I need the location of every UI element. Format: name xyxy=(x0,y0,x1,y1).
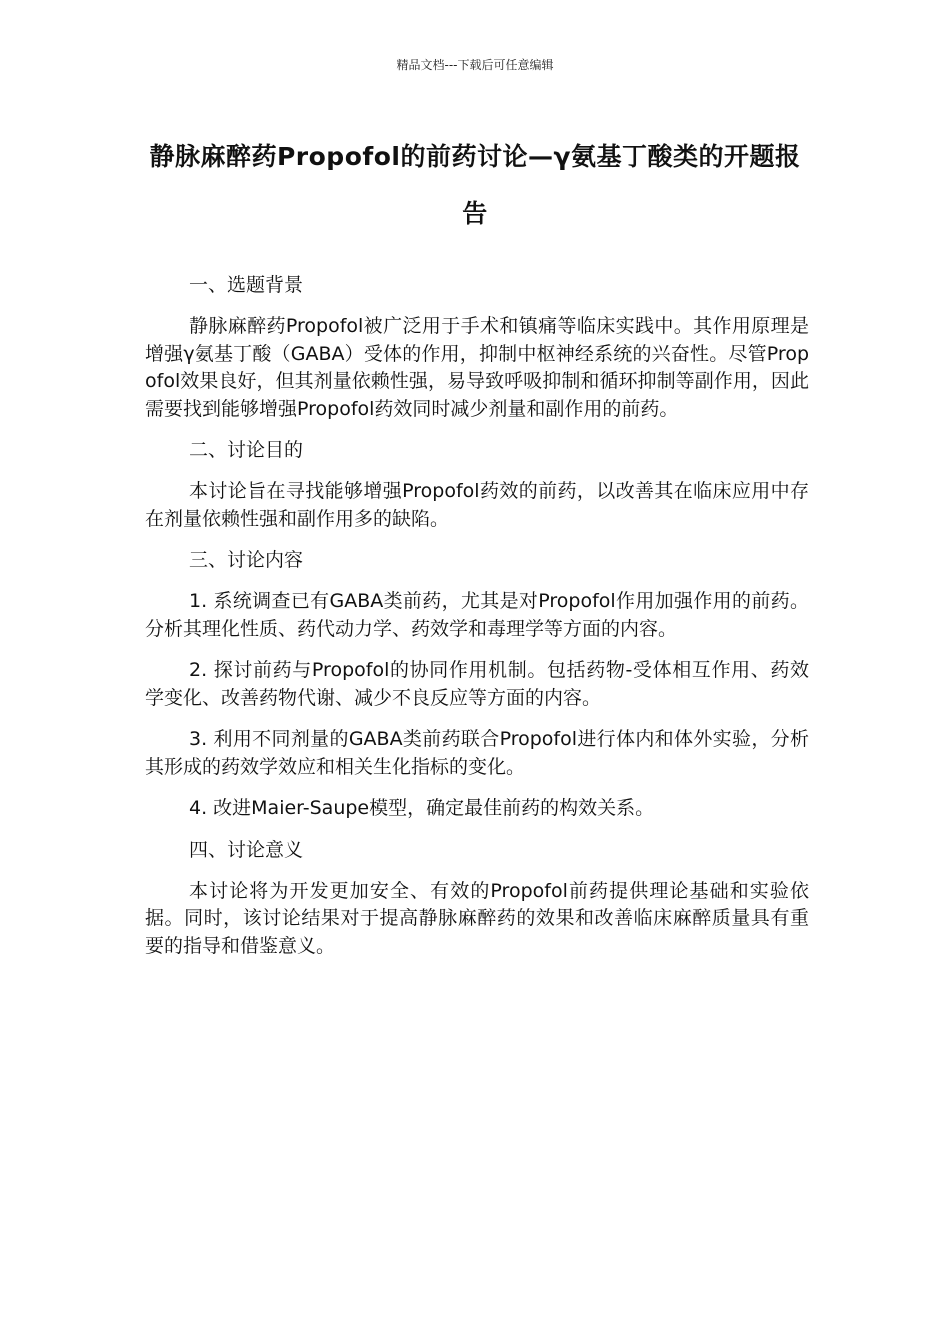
list-item: 3. 利用不同剂量的GABA类前药联合Propofol进行体内和体外实验，分析其形成的药效学效应和相关生化指标的变化。 xyxy=(145,728,809,778)
section-purpose xyxy=(145,437,809,533)
section-heading: 一、选题背景 xyxy=(189,274,304,296)
list-item: 1. 系统调查已有GABA类前药，尤其是对Propofol作用加强作用的前药。分析其理化性质、药代动力学、药效学和毒理学等方面的内容。 xyxy=(145,590,809,640)
section-content xyxy=(145,547,809,823)
section-significance xyxy=(145,837,809,961)
paragraph: 本讨论旨在寻找能够增强Propofol药效的前药，以改善其在临床应用中存在剂量依赖性强和副作用多的缺陷。 xyxy=(145,480,809,530)
section-background xyxy=(145,272,809,423)
list-item: 2. 探讨前药与Propofol的协同作用机制。包括药物-受体相互作用、药效学变化、改善药物代谢、减少不良反应等方面的内容。 xyxy=(145,659,809,709)
document-title: 静脉麻醉药Propofol的前药讨论—γ氨基丁酸类的开题报告 xyxy=(149,142,801,228)
paragraph: 静脉麻醉药Propofol被广泛用于手术和镇痛等临床实践中。其作用原理是增强γ氨基丁酸（GABA）受体的作用，抑制中枢神经系统的兴奋性。尽管Propofol效果良好，但其剂量依赖性强，易导致呼吸抑制和循环抑制等副作用，因此需要找到能够增强Propofol药效同时减少剂量和副作用的前药。 xyxy=(145,315,809,420)
paragraph: 本讨论将为开发更加安全、有效的Propofol前药提供理论基础和实验依据。同时，该讨论结果对于提高静脉麻醉药的效果和改善临床麻醉质量具有重要的指导和借鉴意义。 xyxy=(145,879,809,957)
list-item: 4. 改进Maier-Saupe模型，确定最佳前药的构效关系。 xyxy=(189,797,655,819)
document-body xyxy=(145,272,809,974)
page-header: 精品文档---下载后可任意编辑 xyxy=(396,58,554,72)
section-heading: 二、讨论目的 xyxy=(189,439,304,461)
section-heading: 四、讨论意义 xyxy=(189,838,304,861)
section-heading: 三、讨论内容 xyxy=(189,549,304,571)
